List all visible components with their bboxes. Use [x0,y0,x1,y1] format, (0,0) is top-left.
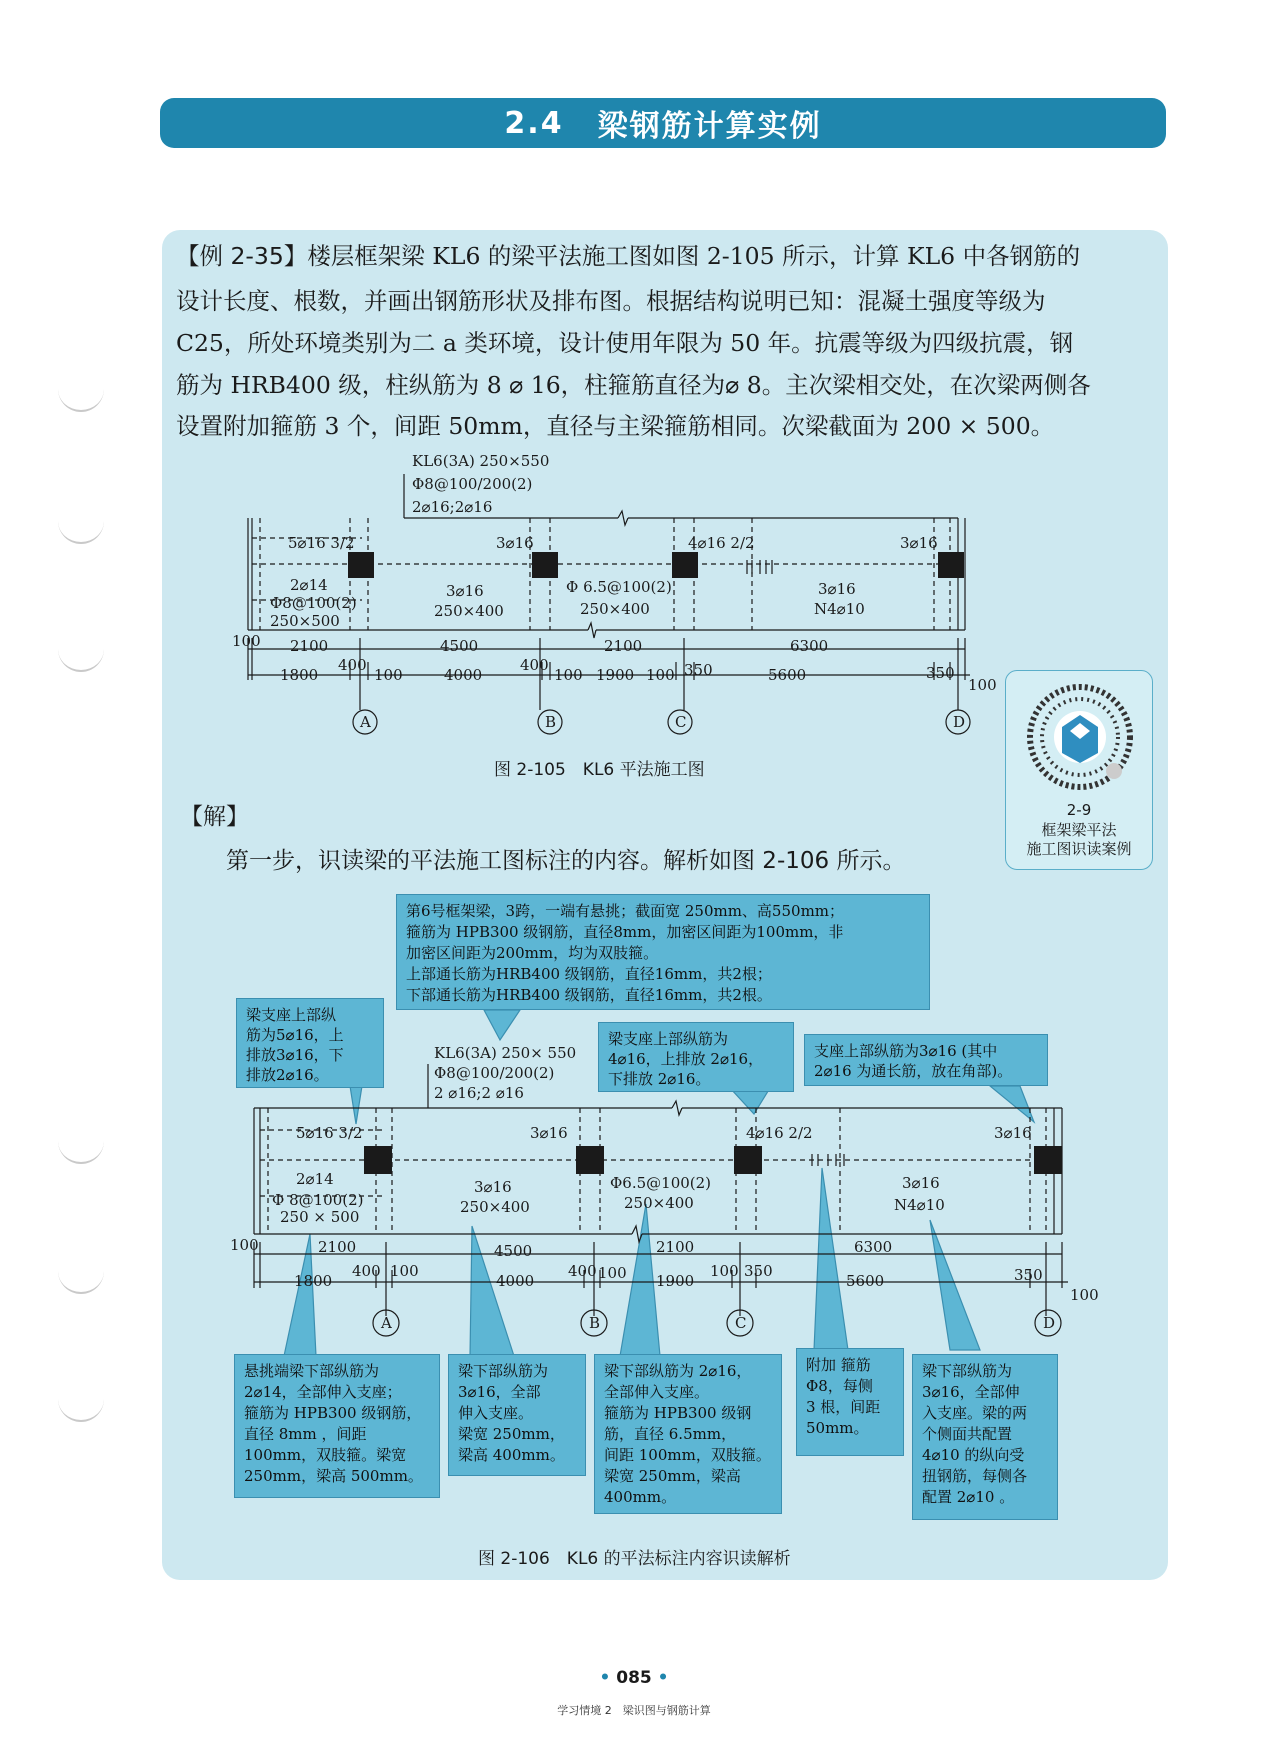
solution-label: 【解】 [180,804,249,830]
qr-number: 2-9 [1066,801,1092,819]
callout-span2-bottom: 梁下部纵筋为 2⌀16， 全部伸入支座。 箍筋为 HPB300 级钢 筋，直径 6.5mm， 间距 100mm，双肢箍。 梁宽 250mm，梁高 400mm。 [594,1354,782,1514]
callout-beam-summary: 第6号框架梁，3跨，一端有悬挑；截面宽 250mm、高550mm； 箍筋为 HPB300 级钢筋，直径8mm，加密区间距为100mm，非 加密区间距为200mm，均为双肢箍。 上部通长筋为HRB400 级钢筋，直径16mm，共2根； 下部通长筋为HRB400 级钢筋，直径16mm，共2根。 [396,894,930,1010]
problem-line-2: 设计长度、根数，并画出钢筋形状及排布图。根据结构说明已知：混凝土强度等级为 [176,287,1046,315]
span1-label-2: 250×400 [434,602,504,620]
cant106-2: Φ 8@100(2) [272,1191,364,1209]
section-number: 2.4 [504,105,564,141]
dim106-2100b: 2100 [656,1238,695,1256]
callout-added-stirrups: 附加 箍筋 Φ8，每侧 3 根，间距 50mm。 [796,1348,904,1456]
dim106-350b: 350 [1014,1266,1043,1284]
example-label: 【例 2-35】 [176,242,308,270]
span2-label-2: 250×400 [580,600,650,618]
dim106-4000: 4000 [496,1272,535,1290]
span3-label-1: 3⌀16 [818,580,856,598]
top106-b: 3⌀16 [530,1124,568,1142]
dim-350a: 350 [684,661,713,679]
axis106-d: D [1043,1314,1056,1332]
dim-4500: 4500 [440,637,479,655]
dim-400b: 400 [520,656,549,674]
head106-line-2: Φ8@100/200(2) [434,1064,555,1082]
top-label-d: 3⌀16 [900,534,938,552]
dim106-4500: 4500 [494,1242,533,1260]
problem-line-4: 筋为 HRB400 级，柱纵筋为 8 ⌀ 16，柱箍筋直径为⌀ 8。主次梁相交处，在次梁两侧各 [176,371,1091,399]
axis106-a: A [381,1314,392,1332]
top-label-a: 5⌀16 3/2 [288,534,355,552]
qr-title: 框架梁平法 施工图识读案例 [1026,821,1132,858]
cant106-3: 250 × 500 [280,1208,360,1226]
dim-400a: 400 [338,656,367,674]
problem-line-5: 设置附加箍筋 3 个，间距 50mm，直径与主梁箍筋相同。次梁截面为 200 × 500。 [176,412,1055,440]
dim-100: 100 [232,632,261,650]
dim-100b: 100 [554,666,583,684]
callout-support-left: 梁支座上部纵 筋为5⌀16，上 排放3⌀16，下 排放2⌀16。 [236,998,384,1088]
callout-cantilever-bottom: 悬挑端梁下部纵筋为 2⌀14，全部伸入支座； 箍筋为 HPB300 级钢筋， 直径 8mm ，间距 100mm，双肢箍。梁宽 250mm，梁高 500mm。 [234,1354,440,1498]
dim106-1800: 1800 [294,1272,333,1290]
span2-106-2: 250×400 [624,1194,694,1212]
dim106-100a: 100 [390,1262,419,1280]
axis106-b: B [589,1314,601,1332]
dim106-1900: 1900 [656,1272,695,1290]
cant-label-1: 2⌀14 [290,576,328,594]
dim-100a: 100 [374,666,403,684]
page-number: • 085 • [599,1668,669,1688]
dim-6300: 6300 [790,637,829,655]
cant-label-2: Φ8@100(2) [270,594,357,612]
callout-span1-bottom: 梁下部纵筋为 3⌀16，全部 伸入支座。 梁宽 250mm， 梁高 400mm。 [448,1354,586,1476]
dim106-400a: 400 [352,1262,381,1280]
cant-label-3: 250×500 [270,612,340,630]
dim-5600: 5600 [768,666,807,684]
dim106-400b: 400 [568,1262,597,1280]
span3-106-1: 3⌀16 [902,1174,940,1192]
dim-1800: 1800 [280,666,319,684]
head106-line-3: 2 ⌀16;2 ⌀16 [434,1084,524,1102]
dim106-100d: 100 [1070,1286,1099,1304]
span1-106-1: 3⌀16 [474,1178,512,1196]
top-label-c: 4⌀16 2/2 [688,534,755,552]
head-line-2: Φ8@100/200(2) [412,475,533,493]
problem-line-3: C25，所处环境类别为二 a 类环境，设计使用年限为 50 年。抗震等级为四级抗震，钢 [176,329,1074,357]
span3-106-2: N4⌀10 [894,1196,945,1214]
axis-a: A [360,713,371,731]
axis-c: C [675,713,687,731]
top106-a: 5⌀16 3/2 [296,1124,363,1142]
dim106-2100: 2100 [318,1238,357,1256]
dim106-100b: 100 [598,1264,627,1282]
span3-label-2: N4⌀10 [814,600,865,618]
callout-span3-bottom: 梁下部纵筋为 3⌀16，全部伸 入支座。梁的两 个侧面共配置 4⌀10 的纵向受 扭钢筋，每侧各 配置 2⌀10 。 [912,1354,1058,1520]
dim106-100c: 100 [710,1262,739,1280]
dim106-5600: 5600 [846,1272,885,1290]
dim106-6300: 6300 [854,1238,893,1256]
section-title: 梁钢筋计算实例 [597,109,822,144]
head-line-3: 2⌀16;2⌀16 [412,498,493,516]
problem-line-1: 【例 2-35】楼层框架梁 KL6 的梁平法施工图如图 2-105 所示，计算 KL6 中各钢筋的 [176,242,1081,270]
axis106-c: C [735,1314,747,1332]
dim106-100: 100 [230,1236,259,1254]
dim-350b: 350 [926,664,955,682]
figure-2-106-caption: 图 2-106 KL6 的平法标注内容识读解析 [478,1549,791,1569]
dim-2100: 2100 [290,637,329,655]
head106-line-1: KL6(3A) 250× 550 [434,1044,577,1062]
axis-b: B [545,713,557,731]
dim-100d: 100 [968,676,997,694]
page-footer: 学习情境 2 梁识图与钢筋计算 [557,1704,711,1717]
dim-1900: 1900 [596,666,635,684]
dim-100c: 100 [646,666,675,684]
top-label-b: 3⌀16 [496,534,534,552]
span2-106-1: Φ6.5@100(2) [610,1174,712,1192]
top106-d: 3⌀16 [994,1124,1032,1142]
span1-label-1: 3⌀16 [446,582,484,600]
cant106-1: 2⌀14 [296,1170,334,1188]
head-line-1: KL6(3A) 250×550 [412,452,550,470]
step-1-text: 第一步，识读梁的平法施工图标注的内容。解析如图 2-106 所示。 [226,848,906,874]
dim-2100b: 2100 [604,637,643,655]
dim106-350a: 350 [744,1262,773,1280]
callout-support-mid: 梁支座上部纵筋为 4⌀16，上排放 2⌀16， 下排放 2⌀16。 [598,1022,794,1092]
span1-106-2: 250×400 [460,1198,530,1216]
callout-support-right: 支座上部纵筋为3⌀16 (其中 2⌀16 为通长筋，放在角部)。 [804,1034,1048,1086]
span2-label-1: Φ 6.5@100(2) [566,578,672,596]
top106-c: 4⌀16 2/2 [746,1124,813,1142]
figure-2-105-caption: 图 2-105 KL6 平法施工图 [494,760,705,780]
dim-4000: 4000 [444,666,483,684]
axis-d: D [953,713,966,731]
